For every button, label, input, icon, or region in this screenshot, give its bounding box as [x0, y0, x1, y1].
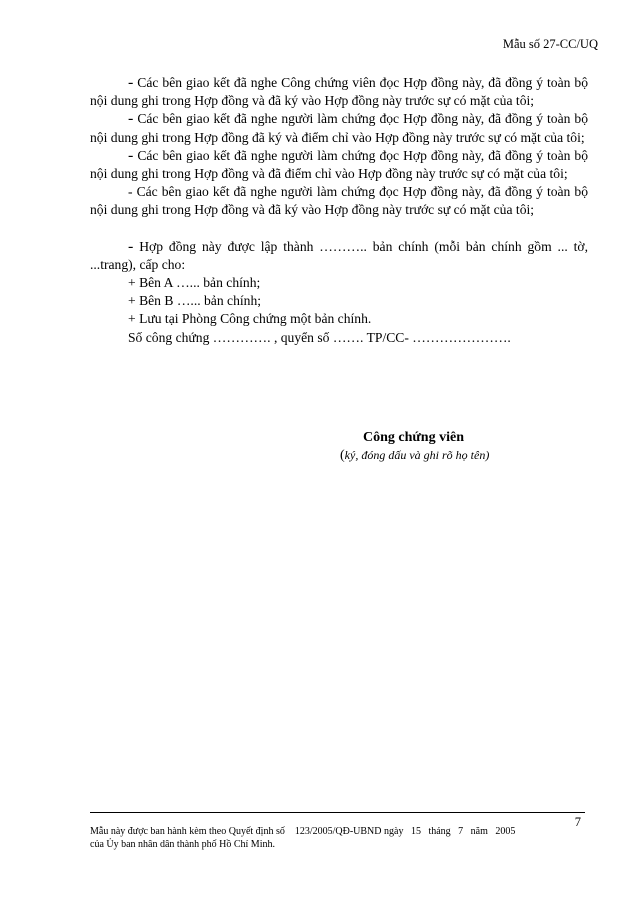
- footer-divider: [90, 812, 585, 813]
- clause-3-text: Các bên giao kết đã nghe người làm chứng đọc Hợp đồng này, đã đồng ý toàn bộ nội dung ghi trong Hợp đồng và đã điểm chỉ vào Hợp đồng này trước sự có mặt của tôi;: [90, 147, 588, 182]
- document-body: [90, 74, 588, 347]
- signature-note-paren: (: [340, 448, 345, 463]
- clause-4-text: - Các bên giao kết đã nghe người làm chứng đọc Hợp đồng này, đã đồng ý toàn bộ nội dung ghi trong Hợp đồng và đã ký vào Hợp đồng này trước sự có mặt của tôi;: [90, 184, 588, 218]
- archive-copy: + Lưu tại Phòng Công chứng một bản chính.: [128, 311, 372, 327]
- clause-1-dash: -: [128, 74, 134, 91]
- notary-number: Số công chứng …………. , quyển số ……. TP/CC- ………………….: [128, 329, 511, 345]
- clause-1-text: Các bên giao kết đã nghe Công chứng viên đọc Hợp đồng này, đã đồng ý toàn bộ nội dung ghi trong Hợp đồng và đã ký vào Hợp đồng này trước sự có mặt của tôi;: [90, 75, 588, 109]
- copies-dash: -: [128, 237, 134, 255]
- notary-title: Công chứng viên: [363, 430, 464, 445]
- clause-2: [90, 110, 588, 146]
- footer-line-1: Mẫu này được ban hành kèm theo Quyết định số 123/2005/QĐ-UBND ngày 15 tháng 7 năm 2005: [90, 826, 516, 837]
- clause-2-dash: -: [128, 110, 134, 128]
- clause-3: [90, 147, 588, 183]
- footer-line-2: của Ủy ban nhân dân thành phố Hồ Chí Minh.: [90, 839, 275, 850]
- form-code: Mẫu số 27-CC/UQ: [502, 37, 598, 51]
- clause-3-dash: -: [128, 146, 134, 164]
- party-a-copies: + Bên A …... bản chính;: [128, 275, 261, 291]
- clause-2-text: Các bên giao kết đã nghe người làm chứng đọc Hợp đồng này, đã đồng ý toàn bộ nội dung ghi trong Hợp đồng đã ký và điểm chỉ vào Hợp đồng này trước sự có mặt của tôi;: [90, 111, 588, 145]
- clause-1: [90, 74, 588, 110]
- copies-section: [90, 238, 588, 347]
- copies-text: Hợp đồng này được lập thành ……….. bản chính (mỗi bản chính gồm ... tờ, ...trang), cấp cho:: [90, 238, 588, 272]
- party-b-copies: + Bên B …... bản chính;: [128, 293, 262, 309]
- clause-4: [90, 183, 588, 219]
- page-number: 7: [574, 815, 581, 829]
- signature-note-text: ký, đóng dấu và ghi rõ họ tên): [344, 448, 490, 462]
- signature-note: [340, 448, 489, 464]
- copies-clause: [90, 238, 588, 274]
- footer-note: [90, 825, 515, 851]
